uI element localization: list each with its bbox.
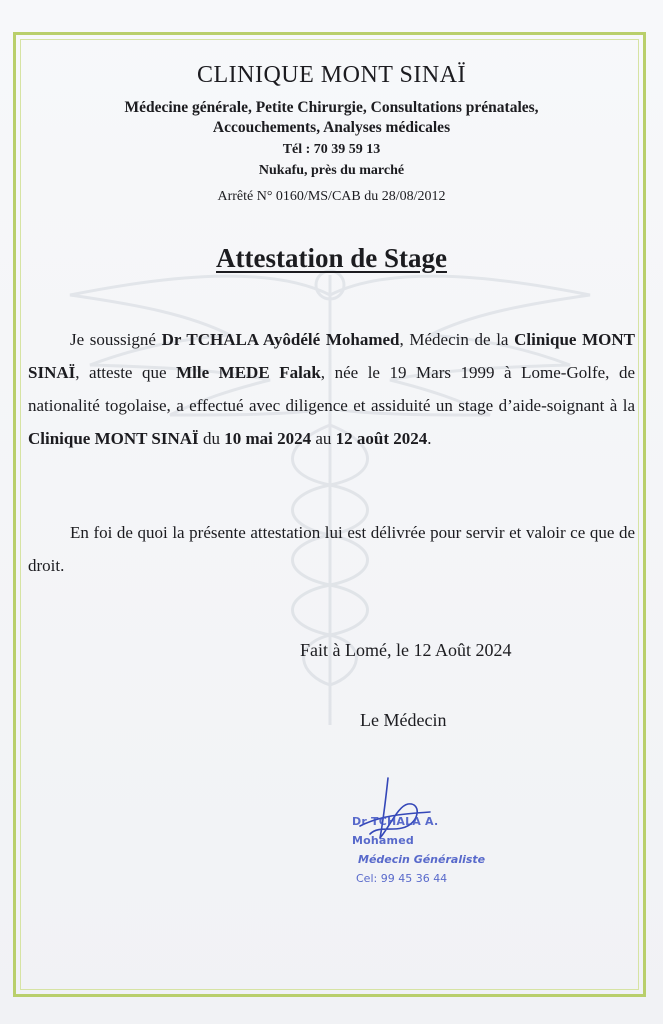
attestation-paragraph-1 — [28, 323, 635, 455]
clinic-address: Nukafu, près du marché — [258, 163, 405, 178]
attestation-paragraph-2: En foi de quoi la présente attestation lui est délivrée pour servir et valoir ce que de droit. — [28, 523, 635, 575]
signatory-label: Le Médecin — [360, 710, 447, 730]
text-segment: , née le 19 Mars 1999 à Lome-Golfe, de nationalité togolaise, a effectué avec diligence et assiduité un stage d’aide-soignant à la — [28, 363, 635, 415]
doctor-stamp — [352, 812, 502, 888]
clinic-decree: Arrêté N° 0160/MS/CAB du 28/08/2012 — [217, 189, 446, 204]
services-line-2: Accouchements, Analyses médicales — [212, 119, 451, 136]
text-segment: Je soussigné — [70, 330, 162, 349]
text-segment: . — [427, 429, 432, 448]
stamp-title: Médecin Généraliste — [358, 853, 486, 866]
clinic-reference: Clinique MONT SINAÏ — [28, 429, 199, 448]
text-segment: , atteste que — [75, 363, 177, 382]
document-title-text: Attestation de Stage — [216, 243, 447, 273]
doctor-name: Dr TCHALA Ayôdélé Mohamed — [161, 330, 400, 349]
clinic-reference: Clinique MONT SINAÏ — [28, 330, 635, 382]
services-line-1: Médecine générale, Petite Chirurgie, Consultations prénatales, — [124, 99, 539, 116]
clinic-phone: Tél : 70 39 59 13 — [282, 142, 381, 157]
place-and-date: Fait à Lomé, le 12 Août 2024 — [300, 640, 512, 660]
text-segment: du — [198, 429, 225, 448]
internship-start-date: 10 mai 2024 — [224, 429, 312, 448]
document-title — [0, 243, 663, 274]
text-segment: au — [311, 429, 336, 448]
clinic-name: CLINIQUE MONT SINAÏ — [196, 62, 467, 88]
clinic-services — [0, 98, 663, 138]
internship-end-date: 12 août 2024 — [335, 429, 428, 448]
intern-name: Mlle MEDE Falak — [176, 363, 321, 382]
stamp-phone: Cel: 99 45 36 44 — [356, 872, 448, 885]
stamp-name: Dr TCHALA A. Mohamed — [352, 815, 439, 847]
text-segment: , Médecin de la — [399, 330, 515, 349]
